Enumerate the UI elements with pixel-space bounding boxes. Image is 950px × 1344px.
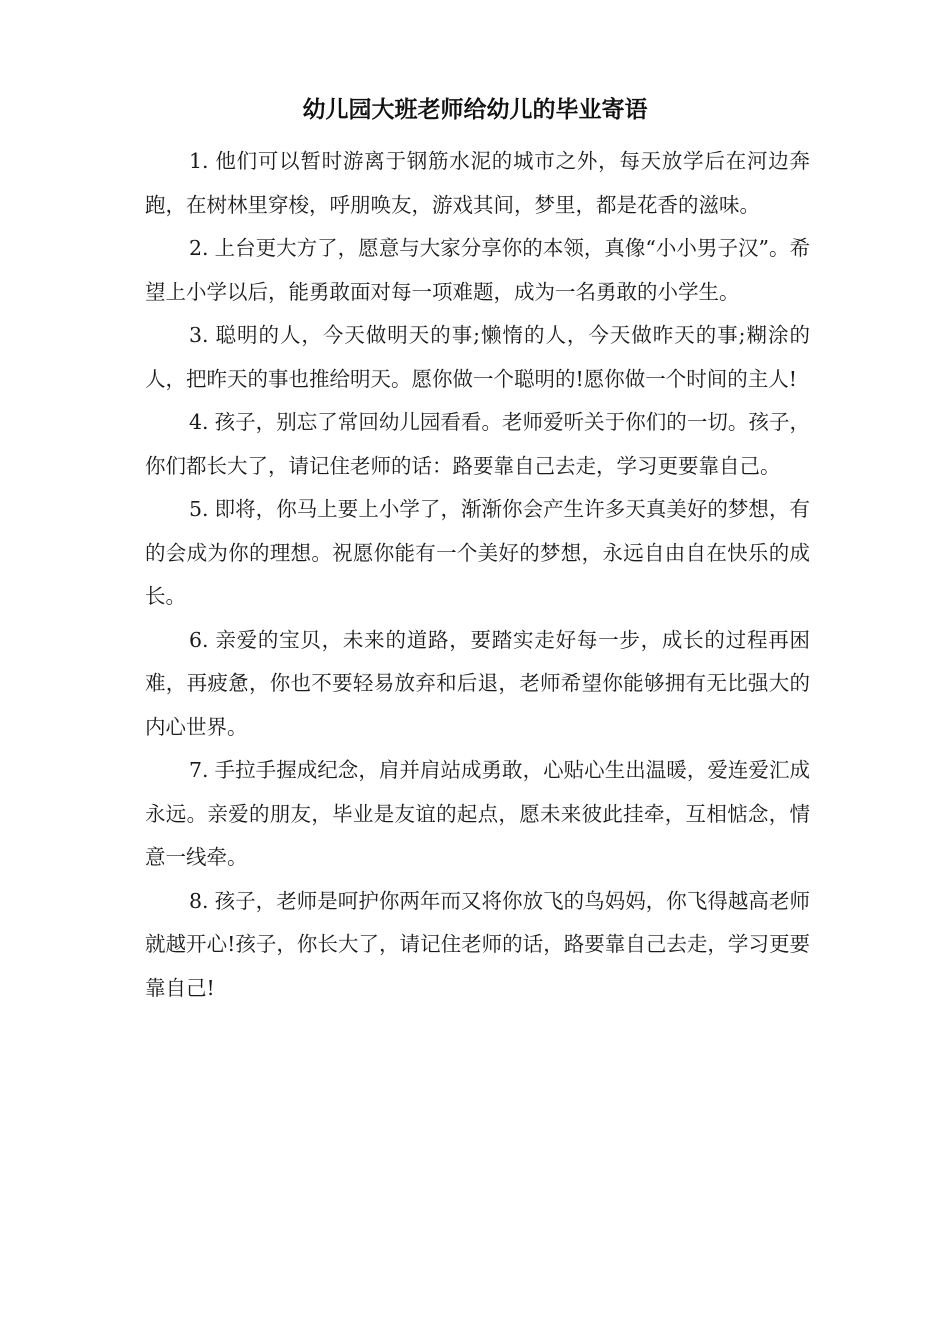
paragraph-7 [145, 749, 810, 880]
paragraph-text: 手拉手握成纪念，肩并肩站成勇敢，心贴心生出温暖，爱连爱汇成永远。亲爱的朋友，毕业是友谊的起点，愿未来彼此挂牵，互相惦念，情意一线牵。 [145, 758, 810, 869]
paragraph-2 [145, 227, 810, 314]
paragraph-number: 6. [189, 627, 209, 652]
paragraph-6 [145, 619, 810, 750]
paragraph-3 [145, 314, 810, 401]
paragraph-text: 亲爱的宝贝，未来的道路，要踏实走好每一步，成长的过程再困难，再疲惫，你也不要轻易放弃和后退，老师希望你能够拥有无比强大的内心世界。 [145, 627, 810, 739]
document-body [145, 140, 810, 1010]
paragraph-text: 聪明的人，今天做明天的事;懒惰的人，今天做昨天的事;糊涂的人，把昨天的事也推给明天。愿你做一个聪明的!愿你做一个时间的主人! [145, 323, 810, 391]
paragraph-number: 8. [189, 888, 209, 913]
paragraph-text: 上台更大方了，愿意与大家分享你的本领，真像“小小男子汉”。希望上小学以后，能勇敢面对每一项难题，成为一名勇敢的小学生。 [145, 236, 810, 304]
paragraph-number: 5. [189, 497, 209, 521]
paragraph-5 [145, 488, 810, 619]
paragraph-1 [145, 140, 810, 227]
document-title: 幼儿园大班老师给幼儿的毕业寄语 [302, 97, 648, 123]
paragraph-4 [145, 401, 810, 488]
paragraph-text: 孩子，别忘了常回幼儿园看看。老师爱听关于你们的一切。孩子，你们都长大了，请记住老师的话：路要靠自己去走，学习更要靠自己。 [145, 410, 810, 478]
paragraph-number: 1. [189, 149, 209, 173]
paragraph-number: 7. [189, 758, 209, 782]
paragraph-text: 孩子，老师是呵护你两年而又将你放飞的鸟妈妈，你飞得越高老师就越开心!孩子，你长大了，请记住老师的话，路要靠自己去走，学习更要靠自己! [145, 888, 810, 1000]
paragraph-text: 他们可以暂时游离于钢筋水泥的城市之外，每天放学后在河边奔跑，在树林里穿梭，呼朋唤友，游戏其间，梦里，都是花香的滋味。 [145, 149, 810, 217]
paragraph-text: 即将，你马上要上小学了，渐渐你会产生许多天真美好的梦想，有的会成为你的理想。祝愿你能有一个美好的梦想，永远自由自在快乐的成长。 [145, 497, 810, 608]
paragraph-number: 2. [189, 236, 209, 260]
paragraph-8 [145, 880, 810, 1011]
paragraph-number: 3. [189, 323, 209, 347]
paragraph-number: 4. [189, 410, 209, 434]
